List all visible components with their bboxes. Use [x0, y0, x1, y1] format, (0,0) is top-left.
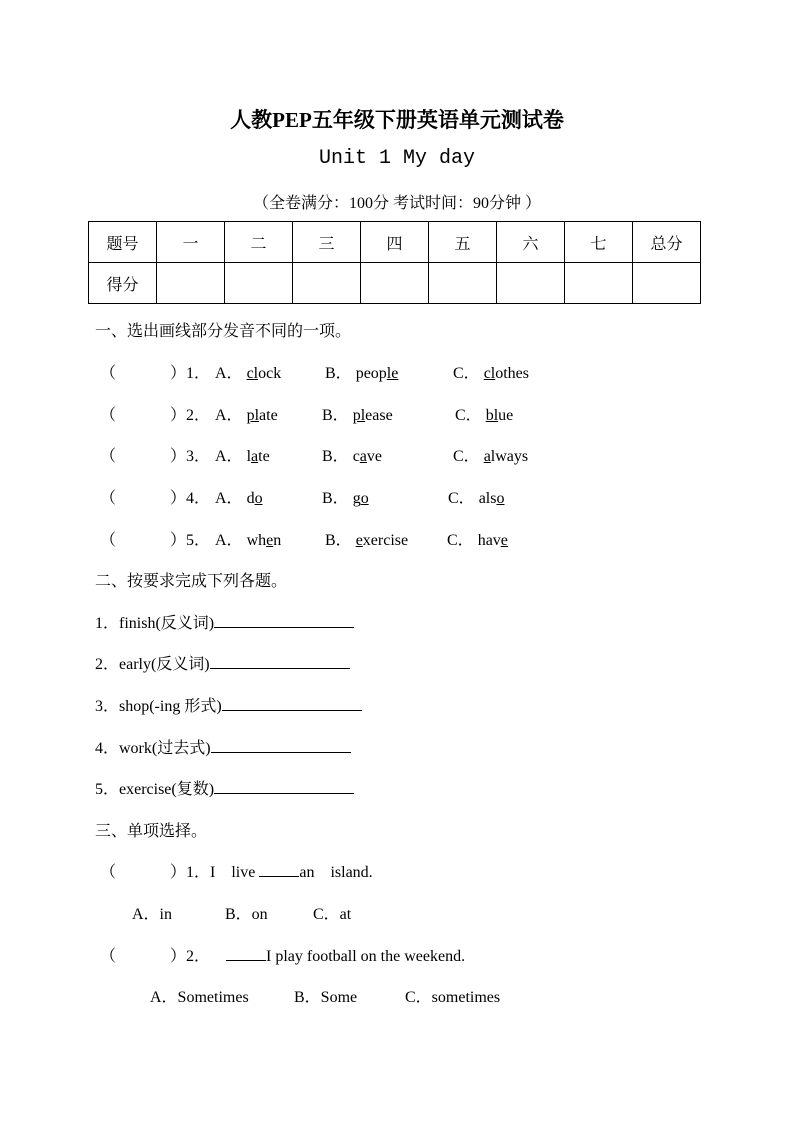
option-b: [322, 402, 393, 425]
option-c-u: e: [500, 532, 508, 549]
option-b-post: xercise: [362, 532, 409, 549]
option-c-post: lways: [490, 448, 529, 465]
question-post: I play football on the weekend.: [266, 948, 466, 965]
table-cell: 总分: [633, 222, 701, 263]
question-post: an island.: [299, 864, 373, 881]
item-text: 5．exercise(复数): [95, 781, 215, 798]
section2-heading: 二、按要求完成下列各题。: [95, 573, 288, 590]
option-c-label: C．: [453, 365, 480, 382]
option-b: [322, 443, 382, 466]
option-c-u: cl: [483, 365, 496, 382]
exam-info: （全卷满分：100分 考试时间：90分钟 ）: [252, 195, 541, 212]
paren-open: （: [100, 490, 117, 507]
answer-box[interactable]: [120, 358, 168, 380]
option-a-u: e: [266, 532, 274, 549]
paren-open: （: [100, 365, 117, 382]
list-item: [95, 735, 351, 758]
answer-blank[interactable]: [214, 779, 354, 794]
answer-box[interactable]: [120, 525, 168, 547]
unit-subtitle: Unit 1 My day: [318, 147, 476, 170]
option-b-label: B．: [322, 407, 349, 424]
option-a-post: te: [258, 448, 270, 465]
option-b-u: o: [360, 490, 369, 507]
paren-open: （: [100, 532, 117, 549]
list-item: [95, 693, 362, 716]
question-number: ）3．: [170, 448, 211, 465]
score-input-cell[interactable]: [225, 263, 293, 304]
item-text: 1．finish(反义词): [95, 615, 215, 632]
option-b: B．on: [225, 906, 268, 923]
answer-blank[interactable]: [214, 613, 354, 628]
option-c-label: C．: [448, 490, 475, 507]
option-c-pre: hav: [477, 532, 501, 549]
option-a-u: cl: [246, 365, 259, 382]
option-a-post: n: [273, 532, 282, 549]
paren-open: （: [100, 948, 117, 965]
option-a-u: o: [254, 490, 263, 507]
option-c: [447, 527, 508, 550]
option-b-pre: peop: [355, 365, 387, 382]
question-text: [170, 859, 373, 882]
option-c-pre: als: [478, 490, 497, 507]
option-b: [325, 527, 408, 550]
option-a-post: ock: [258, 365, 282, 382]
option-a: [215, 360, 281, 383]
answer-blank[interactable]: [211, 738, 351, 753]
option-b-pre: c: [352, 448, 360, 465]
option-b-label: B．: [325, 365, 352, 382]
option-a-u: pl: [246, 407, 260, 424]
option-a-label: A．: [215, 532, 243, 549]
list-item: [95, 610, 354, 633]
item-text: 4．work(过去式): [95, 740, 211, 757]
option-a: A．Sometimes: [150, 989, 249, 1006]
option-a-post: ate: [259, 407, 278, 424]
option-a-label: A．: [215, 407, 243, 424]
option-c-u: bl: [485, 407, 499, 424]
option-b-u: pl: [352, 407, 366, 424]
page-title: 人教PEP五年级下册英语单元测试卷: [230, 108, 564, 132]
option-a-pre: l: [246, 448, 252, 465]
option-c: [455, 402, 513, 425]
question-number: ）2．: [170, 407, 211, 424]
option-a-label: A．: [215, 490, 243, 507]
score-input-cell[interactable]: [497, 263, 565, 304]
option-b-pre: g: [352, 490, 361, 507]
item-text: 3．shop(-ing 形式): [95, 698, 222, 715]
question-text: [170, 943, 465, 966]
list-item: [95, 651, 350, 674]
question-number: ）4．: [170, 490, 211, 507]
option-c-label: C．: [447, 532, 474, 549]
score-input-cell[interactable]: [565, 263, 633, 304]
table-cell: 六: [497, 222, 565, 263]
section3-heading: 三、单项选择。: [95, 823, 208, 840]
score-table: [88, 221, 701, 304]
option-a-u: a: [251, 448, 259, 465]
option-b-label: B．: [322, 448, 349, 465]
option-a-pre: wh: [246, 532, 267, 549]
option-a: A．in: [132, 906, 173, 923]
answer-blank[interactable]: [210, 654, 350, 669]
score-input-cell[interactable]: [361, 263, 429, 304]
option-c: [453, 443, 528, 466]
score-input-cell[interactable]: [293, 263, 361, 304]
option-a-label: A．: [215, 365, 243, 382]
question-number: ）2．: [170, 948, 211, 965]
list-item: [95, 776, 354, 799]
table-cell: 题号: [89, 222, 157, 263]
table-cell: 七: [565, 222, 633, 263]
option-c-label: C．: [453, 448, 480, 465]
option-c-u: a: [483, 448, 491, 465]
option-a-pre: d: [246, 490, 255, 507]
option-b: [322, 485, 369, 508]
option-b-u: e: [355, 532, 363, 549]
option-b-label: B．: [325, 532, 352, 549]
option-b: [325, 360, 398, 383]
option-c-u: o: [496, 490, 505, 507]
item-text: 2．early(反义词): [95, 656, 210, 673]
option-b: B．Some: [294, 989, 358, 1006]
table-cell: 三: [293, 222, 361, 263]
option-c-post: othes: [495, 365, 530, 382]
answer-box[interactable]: [120, 400, 168, 422]
option-c: C．sometimes: [405, 989, 501, 1006]
option-b-u: a: [359, 448, 367, 465]
option-b-label: B．: [322, 490, 349, 507]
answer-box[interactable]: [120, 441, 168, 463]
answer-box[interactable]: [120, 483, 168, 505]
table-cell: 五: [429, 222, 497, 263]
option-c: C．at: [313, 906, 352, 923]
table-cell: 一: [157, 222, 225, 263]
table-cell: 四: [361, 222, 429, 263]
answer-blank[interactable]: [259, 862, 299, 877]
paren-open: （: [100, 448, 117, 465]
option-a-label: A．: [215, 448, 243, 465]
score-table-score-row: [89, 263, 701, 304]
option-c: [453, 360, 529, 383]
score-table-header-row: [89, 222, 701, 263]
score-input-cell[interactable]: [633, 263, 701, 304]
question-number: ）1．: [170, 864, 211, 881]
option-b-post: ease: [365, 407, 393, 424]
question-number: ）5．: [170, 532, 211, 549]
question-pre: I live: [210, 864, 256, 881]
option-b-post: ve: [366, 448, 383, 465]
section1-heading: 一、选出画线部分发音不同的一项。: [95, 323, 352, 340]
option-a: [215, 485, 263, 508]
option-c-label: C．: [455, 407, 482, 424]
table-cell: 得分: [89, 263, 157, 304]
option-a: [215, 402, 278, 425]
table-cell: 二: [225, 222, 293, 263]
option-c-post: ue: [498, 407, 514, 424]
score-input-cell[interactable]: [157, 263, 225, 304]
option-a: [215, 443, 270, 466]
paren-open: （: [100, 864, 117, 881]
answer-blank[interactable]: [226, 946, 266, 961]
option-a: [215, 527, 281, 550]
paren-open: （: [100, 407, 117, 424]
option-c: [448, 485, 504, 508]
question-number: ）1．: [170, 365, 211, 382]
answer-blank[interactable]: [222, 696, 362, 711]
score-input-cell[interactable]: [429, 263, 497, 304]
option-b-u: le: [386, 365, 399, 382]
